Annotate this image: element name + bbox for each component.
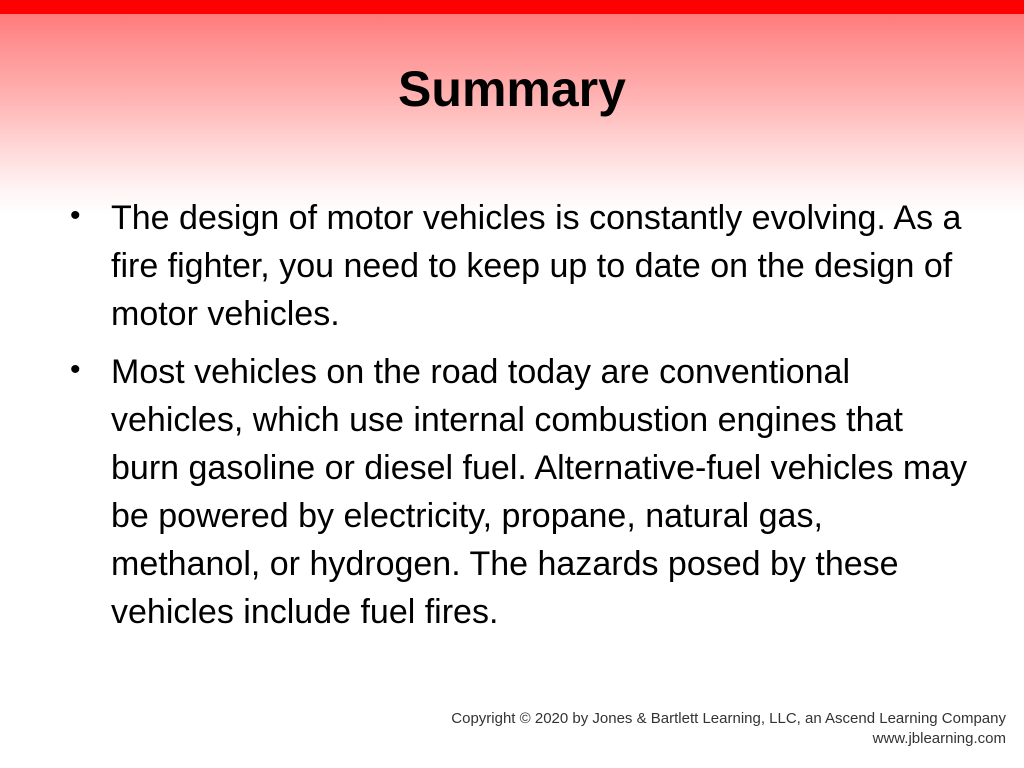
accent-bar [0, 0, 1024, 14]
bullet-list [70, 194, 970, 646]
bullet-item [70, 348, 970, 636]
bullet-icon: • [70, 353, 81, 386]
bullet-item [70, 194, 970, 338]
slide-title: Summary [398, 61, 626, 117]
bullet-icon: • [70, 199, 81, 232]
copyright-footer [451, 709, 1006, 749]
copyright-text: Copyright © 2020 by Jones & Bartlett Learning, LLC, an Ascend Learning Company [451, 710, 1006, 727]
bullet-text: Most vehicles on the road today are conventional vehicles, which use internal combustion engines that burn gasoline or diesel fuel. Alternative-fuel vehicles may be powered by electricity, propane, natural gas, methanol, or hydrogen. The hazards posed by these vehicles include fuel fires. [111, 353, 968, 631]
website-link[interactable]: www.jblearning.com [872, 730, 1006, 747]
bullet-text: The design of motor vehicles is constantly evolving. As a fire fighter, you need to keep up to date on the design of motor vehicles. [111, 199, 962, 333]
